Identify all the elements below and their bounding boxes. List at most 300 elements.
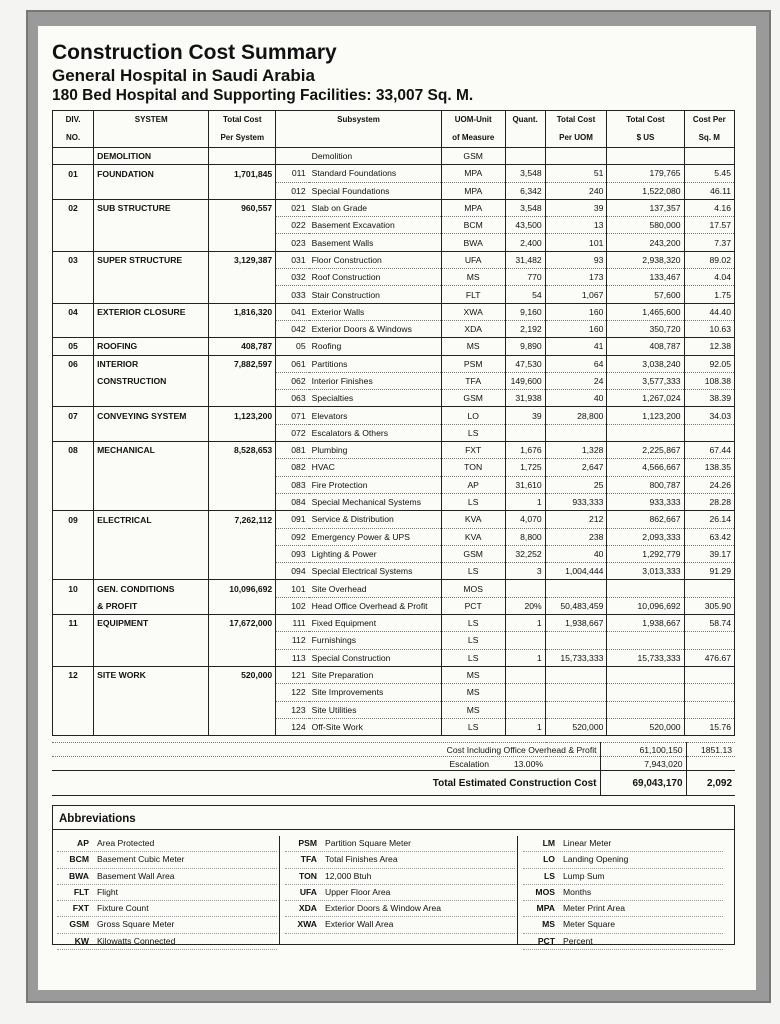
abbreviation-meaning: Exterior Wall Area [325,919,394,930]
row-tcus: 520,000 [607,718,684,735]
row-uom: BCM [441,217,505,234]
row-total [209,269,276,286]
row-div [53,701,94,718]
row-tcuom: 160 [545,303,607,320]
row-div: 03 [53,251,94,268]
row-system [94,545,209,562]
abbreviation-code: TFA [300,854,317,865]
header-tcuom-2: Per UOM [545,129,607,148]
row-system [94,701,209,718]
row-code: 082 [276,459,309,476]
abbreviation-code: FXT [72,903,89,914]
row-uom: LS [441,718,505,735]
table-row [53,234,735,251]
row-quant [505,148,545,165]
row-cpsm: 138.35 [684,459,734,476]
row-tcuom: 40 [545,545,607,562]
header-total: Total Cost [209,111,276,130]
row-tcuom: 51 [545,165,607,182]
table-row [53,286,735,303]
abbreviation-code: LO [543,854,555,865]
row-cpsm: 4.16 [684,199,734,216]
row-cpsm [684,701,734,718]
row-uom: GSM [441,148,505,165]
abbreviation-item [285,901,515,917]
row-system [94,269,209,286]
row-tcus: 179,765 [607,165,684,182]
row-system [94,459,209,476]
row-cpsm: 15.76 [684,718,734,735]
row-tcus [607,424,684,441]
header-uom-2: of Measure [441,129,505,148]
row-quant [505,701,545,718]
row-div: 02 [53,199,94,216]
row-quant: 4,070 [505,511,545,528]
abbreviation-item [57,869,277,885]
table-row [53,217,735,234]
table-row [53,718,735,735]
table-row [53,320,735,337]
row-uom: LS [441,632,505,649]
row-system: ELECTRICAL [94,511,209,528]
table-row [53,251,735,268]
row-tcus: 10,096,692 [607,597,684,614]
row-code: 012 [276,182,309,199]
row-div [53,649,94,666]
row-tcuom: 13 [545,217,607,234]
row-total: 960,557 [209,199,276,216]
row-code: 121 [276,666,309,683]
row-total: 408,787 [209,338,276,355]
row-tcus: 800,787 [607,476,684,493]
row-code: 042 [276,320,309,337]
abbreviation-meaning: Kilowatts Connected [97,935,176,946]
row-tcuom [545,632,607,649]
row-system: SUB STRUCTURE [94,199,209,216]
row-div: 08 [53,442,94,459]
row-system [94,424,209,441]
row-total [209,493,276,510]
row-total: 10,096,692 [209,580,276,597]
row-total [209,234,276,251]
row-cpsm: 7.37 [684,234,734,251]
row-tcus [607,148,684,165]
row-tcuom: 520,000 [545,718,607,735]
abbreviation-meaning: Total Finishes Area [325,854,398,865]
row-tcus: 2,225,867 [607,442,684,459]
abbreviation-meaning: Area Protected [97,838,155,848]
header-div: DIV. [53,111,94,130]
title-block [52,41,473,106]
row-subsystem: HVAC [309,459,442,476]
row-tcus: 15,733,333 [607,649,684,666]
abbreviation-item [523,934,723,950]
table-row [53,442,735,459]
row-uom: GSM [441,390,505,407]
header-uom: UOM-Unit [441,111,505,130]
row-system [94,563,209,580]
row-subsystem: Emergency Power & UPS [309,528,442,545]
row-subsystem: Partitions [309,355,442,372]
row-div [53,493,94,510]
row-total [209,684,276,701]
row-cpsm: 28.28 [684,493,734,510]
abbreviation-code: TON [299,870,317,881]
row-tcuom [545,666,607,683]
abbreviation-code: UFA [299,886,317,897]
row-cpsm: 67.44 [684,442,734,459]
row-system [94,320,209,337]
abbreviation-code: MOS [535,886,555,897]
row-uom: LO [441,407,505,424]
abbreviation-code: MPA [536,903,555,914]
row-tcuom: 2,647 [545,459,607,476]
row-cpsm [684,684,734,701]
row-subsystem: Site Utilities [309,701,442,718]
row-quant: 2,400 [505,234,545,251]
row-total [209,286,276,303]
row-cpsm: 34.03 [684,407,734,424]
row-cpsm: 63.42 [684,528,734,545]
table-row [53,338,735,355]
row-subsystem: Special Mechanical Systems [309,493,442,510]
row-system: FOUNDATION [94,165,209,182]
row-code: 123 [276,701,309,718]
header-tcuom: Total Cost [545,111,607,130]
table-row [53,528,735,545]
row-uom: MS [441,338,505,355]
row-cpsm: 476.67 [684,649,734,666]
row-cpsm [684,424,734,441]
row-subsystem: Special Foundations [309,182,442,199]
row-system [94,234,209,251]
row-subsystem: Demolition [309,148,442,165]
row-total [209,649,276,666]
row-cpsm: 26.14 [684,511,734,528]
table-row [53,148,735,165]
row-code: 094 [276,563,309,580]
row-system: GEN. CONDITIONS [94,580,209,597]
row-subsystem: Plumbing [309,442,442,459]
row-code: 071 [276,407,309,424]
row-div: 10 [53,580,94,597]
row-system [94,493,209,510]
row-subsystem: Elevators [309,407,442,424]
row-cpsm: 1.75 [684,286,734,303]
row-uom: AP [441,476,505,493]
row-subsystem: Specialties [309,390,442,407]
row-cpsm: 10.63 [684,320,734,337]
row-uom: LS [441,563,505,580]
row-uom: KVA [441,511,505,528]
row-div: 07 [53,407,94,424]
row-quant: 39 [505,407,545,424]
header-subsystem: Subsystem [276,111,442,130]
row-cpsm: 58.74 [684,615,734,632]
row-quant: 54 [505,286,545,303]
abbreviation-meaning: Upper Floor Area [325,886,391,897]
row-quant: 31,482 [505,251,545,268]
row-cpsm: 5.45 [684,165,734,182]
row-total: 1,816,320 [209,303,276,320]
cost-including-row [52,743,735,757]
abbreviation-meaning: Partition Square Meter [325,838,411,848]
row-div [53,459,94,476]
table-row [53,372,735,389]
abbreviation-meaning: Meter Print Area [563,903,626,914]
row-uom: XDA [441,320,505,337]
abbreviation-code: GSM [69,919,89,930]
page-subtitle-2: 180 Bed Hospital and Supporting Facilities: 33,007 Sq. M. [52,87,474,104]
table-row [53,545,735,562]
row-tcus: 57,600 [607,286,684,303]
abbreviation-item [523,852,723,868]
row-div [53,476,94,493]
row-code: 011 [276,165,309,182]
row-tcus: 4,566,667 [607,459,684,476]
header-tcus-2: $ US [607,129,684,148]
table-row [53,182,735,199]
header-total-2: Per System [209,129,276,148]
abbreviation-code: BWA [68,870,89,881]
row-cpsm: 38.39 [684,390,734,407]
row-uom: TFA [441,372,505,389]
row-total: 8,528,653 [209,442,276,459]
row-code: 113 [276,649,309,666]
row-total [209,424,276,441]
row-quant: 3,548 [505,199,545,216]
abbreviation-item [523,885,723,901]
abbreviation-meaning: Months [563,886,592,897]
abbreviation-item [57,885,277,901]
row-tcus: 133,467 [607,269,684,286]
abbreviations-col-1 [57,836,277,950]
row-system: SITE WORK [94,666,209,683]
row-uom: UFA [441,251,505,268]
row-tcus: 137,357 [607,199,684,216]
row-div [53,545,94,562]
row-quant: 770 [505,269,545,286]
row-tcuom: 40 [545,390,607,407]
row-total [209,476,276,493]
row-cpsm: 44.40 [684,303,734,320]
row-tcuom: 101 [545,234,607,251]
row-total [209,597,276,614]
total-label: Total Estimated Construction Cost [52,771,600,796]
row-uom: MS [441,684,505,701]
row-code: 101 [276,580,309,597]
row-tcus: 1,465,600 [607,303,684,320]
cost-including-sqm: 1851.13 [686,743,735,757]
row-div: 09 [53,511,94,528]
row-tcus: 2,093,333 [607,528,684,545]
row-uom: XWA [441,303,505,320]
abbreviation-item [523,836,723,852]
abbreviation-meaning: Percent [563,935,593,946]
row-div [53,528,94,545]
cost-summary-table [52,110,735,736]
row-tcus: 408,787 [607,338,684,355]
row-uom: MS [441,269,505,286]
row-code: 091 [276,511,309,528]
row-subsystem: Exterior Doors & Windows [309,320,442,337]
table-row [53,459,735,476]
row-uom: MS [441,666,505,683]
row-total [209,528,276,545]
row-total: 1,123,200 [209,407,276,424]
row-tcus: 3,013,333 [607,563,684,580]
row-total [209,563,276,580]
escalation-value: 7,943,020 [600,757,686,771]
abbreviation-meaning: Gross Square Meter [97,919,175,930]
row-code: 062 [276,372,309,389]
row-system [94,718,209,735]
table-row [53,303,735,320]
row-quant: 149,600 [505,372,545,389]
row-total [209,459,276,476]
row-tcus [607,666,684,683]
row-subsystem: Site Improvements [309,684,442,701]
row-uom: MS [441,701,505,718]
abbreviation-meaning: Basement Cubic Meter [97,854,185,865]
table-body [53,148,735,736]
row-tcuom [545,701,607,718]
row-system: SUPER STRUCTURE [94,251,209,268]
row-code: 033 [276,286,309,303]
row-quant: 20% [505,597,545,614]
row-cpsm: 46.11 [684,182,734,199]
row-cpsm: 12.38 [684,338,734,355]
row-div: 06 [53,355,94,372]
table-row [53,615,735,632]
row-total [209,701,276,718]
row-tcuom: 1,067 [545,286,607,303]
abbreviation-meaning: Fixture Count [97,903,149,914]
row-tcus [607,684,684,701]
cost-including-value: 61,100,150 [600,743,686,757]
row-div [53,269,94,286]
row-subsystem: Roof Construction [309,269,442,286]
row-div [53,372,94,389]
abbreviation-item [57,852,277,868]
row-system: CONVEYING SYSTEM [94,407,209,424]
row-subsystem: Slab on Grade [309,199,442,216]
row-code: 102 [276,597,309,614]
row-code: 041 [276,303,309,320]
row-quant: 43,500 [505,217,545,234]
row-tcus: 1,123,200 [607,407,684,424]
row-tcus [607,701,684,718]
row-system: EXTERIOR CLOSURE [94,303,209,320]
row-tcuom [545,684,607,701]
table-row [53,580,735,597]
abbreviation-meaning: Linear Meter [563,838,612,848]
row-total: 1,701,845 [209,165,276,182]
abbreviation-item [57,934,277,950]
row-quant: 32,252 [505,545,545,562]
table-row [53,666,735,683]
row-uom: MOS [441,580,505,597]
row-uom: FXT [441,442,505,459]
escalation-row [52,757,735,771]
row-div [53,597,94,614]
row-quant: 1 [505,718,545,735]
table-row [53,165,735,182]
row-subsystem: Site Overhead [309,580,442,597]
row-quant: 8,800 [505,528,545,545]
row-system: DEMOLITION [94,148,209,165]
row-total [209,217,276,234]
table-row [53,649,735,666]
row-div [53,148,94,165]
row-system: INTERIOR [94,355,209,372]
row-quant: 1 [505,493,545,510]
row-tcus: 933,333 [607,493,684,510]
row-cpsm [684,666,734,683]
row-subsystem: Escalators & Others [309,424,442,441]
row-subsystem: Site Preparation [309,666,442,683]
row-tcus [607,632,684,649]
table-row [53,511,735,528]
row-subsystem: Head Office Overhead & Profit [309,597,442,614]
row-total: 520,000 [209,666,276,683]
row-tcuom: 64 [545,355,607,372]
row-tcus: 862,667 [607,511,684,528]
row-tcus: 580,000 [607,217,684,234]
row-quant [505,632,545,649]
row-div [53,424,94,441]
row-cpsm [684,632,734,649]
row-cpsm: 17.57 [684,217,734,234]
row-cpsm [684,580,734,597]
row-subsystem: Lighting & Power [309,545,442,562]
abbreviation-item [285,836,515,852]
row-total: 7,262,112 [209,511,276,528]
row-quant [505,684,545,701]
header-cpsm: Cost Per [684,111,734,130]
row-tcuom: 240 [545,182,607,199]
table-row [53,390,735,407]
header-system: SYSTEM [94,111,209,130]
abbreviation-code: XWA [297,919,317,930]
row-uom: PCT [441,597,505,614]
abbreviation-code: BCM [69,854,89,865]
page-subtitle: General Hospital in Saudi Arabia [52,66,315,85]
row-tcuom: 15,733,333 [545,649,607,666]
row-quant: 9,890 [505,338,545,355]
row-cpsm: 39.17 [684,545,734,562]
row-total [209,182,276,199]
abbreviation-item [285,885,515,901]
row-subsystem: Standard Foundations [309,165,442,182]
header-row-2 [53,129,735,148]
row-system [94,217,209,234]
row-code: 021 [276,199,309,216]
row-div: 11 [53,615,94,632]
row-total [209,390,276,407]
row-uom: GSM [441,545,505,562]
row-system [94,649,209,666]
row-total [209,320,276,337]
row-uom: LS [441,649,505,666]
row-quant [505,424,545,441]
row-tcus: 1,938,667 [607,615,684,632]
row-quant: 47,530 [505,355,545,372]
row-tcus: 1,292,779 [607,545,684,562]
row-tcuom: 93 [545,251,607,268]
abbreviation-meaning: Exterior Doors & Window Area [325,903,442,914]
row-code: 084 [276,493,309,510]
